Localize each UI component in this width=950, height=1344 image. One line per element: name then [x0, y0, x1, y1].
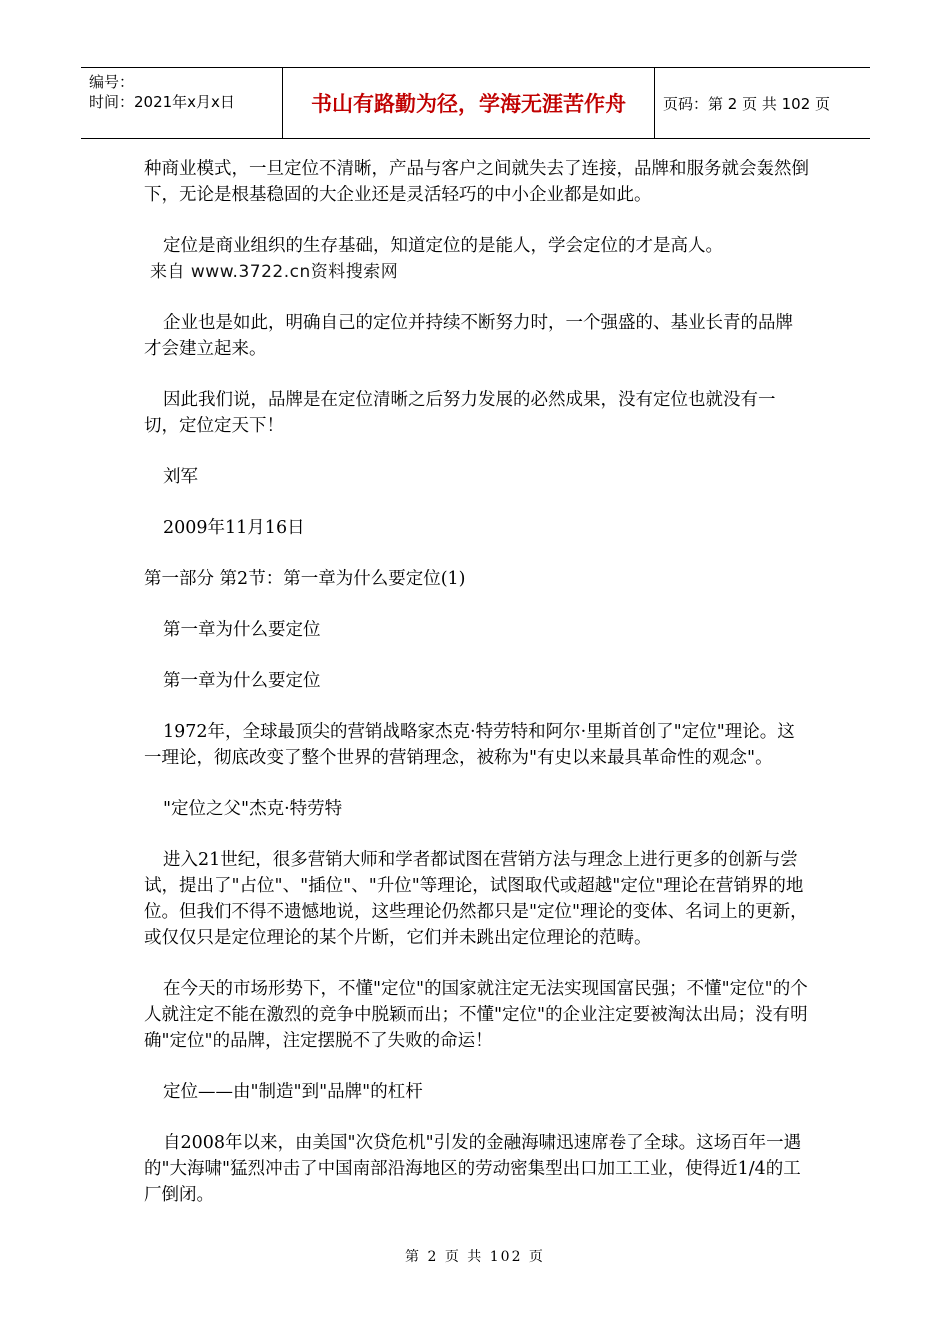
header-motto-cell — [283, 68, 655, 138]
header-number-label: 编号： — [89, 73, 135, 91]
header-motto: 书山有路勤为径，学海无涯苦作舟 — [311, 92, 626, 116]
date-line: 2009年11月16日 — [163, 518, 305, 538]
chapter-title: 第一章为什么要定位 — [163, 671, 321, 691]
paragraph: 因此我们说，品牌是在定位清晰之后努力发展的必然成果，没有定位也就没有一切，定位定天下！ — [144, 390, 776, 436]
page-header — [81, 67, 870, 139]
paragraph: 定位是商业组织的生存基础，知道定位的是能人，学会定位的才是高人。 — [163, 236, 723, 256]
paragraph: 进入21世纪，很多营销大师和学者都试图在营销方法与理念上进行更多的创新与尝试，提出了"占位"、"插位"、"升位"等理论，试图取代或超越"定位"理论在营销界的地位。但我们不得不遗憾地说，这些理论仍然都只是"定位"理论的变体、名词上的更新，或仅仅只是定位理论的某个片断，它们并未跳出定位理论的范畴。 — [144, 850, 808, 948]
paragraph: 1972年，全球最顶尖的营销战略家杰克·特劳特和阿尔·里斯首创了"定位"理论。这一理论，彻底改变了整个世界的营销理念，被称为"有史以来最具革命性的观念"。 — [144, 722, 795, 768]
section-heading: 第一部分 第2节：第一章为什么要定位(1) — [144, 569, 466, 589]
paragraph: 在今天的市场形势下，不懂"定位"的国家就注定无法实现国富民强；不懂"定位"的个人就注定不能在激烈的竞争中脱颖而出；不懂"定位"的企业注定要被淘汰出局；没有明确"定位"的品牌，注定摆脱不了失败的命运！ — [144, 979, 808, 1051]
source-watermark: 来自 www.3722.cn资料搜索网 — [150, 262, 399, 282]
paragraph: 企业也是如此，明确自己的定位并持续不断努力时，一个强盛的、基业长青的品牌才会建立起来。 — [144, 313, 793, 359]
author-name: 刘军 — [163, 467, 198, 487]
page-footer: 第 2 页 共 102 页 — [405, 1249, 545, 1265]
document-body — [144, 156, 809, 1208]
paragraph: 种商业模式，一旦定位不清晰，产品与客户之间就失去了连接，品牌和服务就会轰然倒下，无论是根基稳固的大企业还是灵活轻巧的中小企业都是如此。 — [144, 159, 809, 205]
paragraph: 自2008年以来，由美国"次贷危机"引发的金融海啸迅速席卷了全球。这场百年一遇的"大海啸"猛烈冲击了中国南部沿海地区的劳动密集型出口加工工业，使得近1/4的工厂倒闭。 — [144, 1133, 802, 1205]
paragraph: 定位——由"制造"到"品牌"的杠杆 — [163, 1082, 423, 1102]
header-page-label: 页码：第 2 页 共 102 页 — [663, 94, 831, 113]
header-page-cell — [663, 68, 870, 138]
paragraph: "定位之父"杰克·特劳特 — [163, 799, 343, 819]
header-meta-cell — [81, 68, 283, 138]
chapter-title: 第一章为什么要定位 — [163, 620, 321, 640]
header-date-label: 时间：2021年x月x日 — [89, 93, 235, 111]
